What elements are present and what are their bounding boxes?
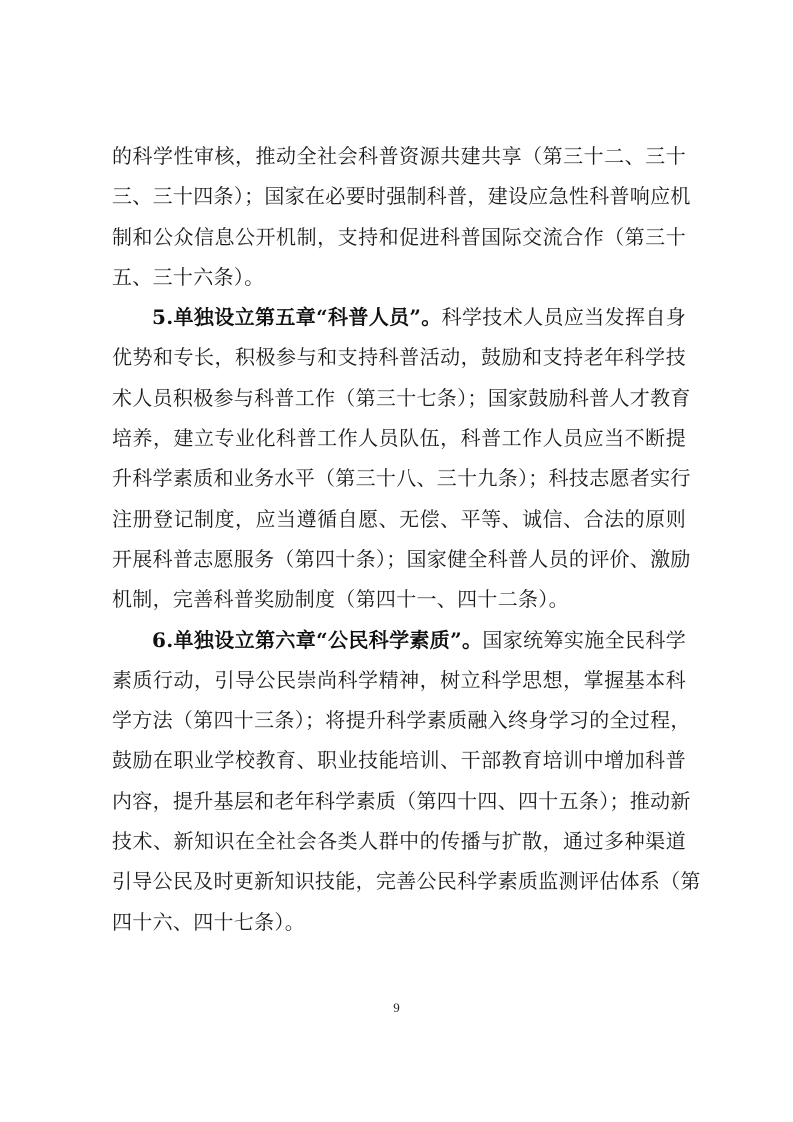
body-text	[112, 136, 701, 942]
text-line: 优势和专长，积极参与和支持科普活动，鼓励和支持老年科学技	[112, 345, 686, 370]
text-run: 科学技术人员应当发挥自身	[441, 305, 686, 330]
text-run: 国家统筹实施全民科学	[482, 627, 686, 652]
text-line: 内容，提升基层和老年科学素质（第四十四、四十五条）；推动新	[112, 788, 691, 813]
text-line: 术人员积极参与科普工作（第三十七条）；国家鼓励科普人才教育	[112, 385, 691, 410]
paragraph-chapter5	[112, 297, 691, 619]
text-line: 制和公众信息公开机制，支持和促进科普国际交流合作（第三十	[112, 224, 686, 249]
text-line	[112, 297, 686, 337]
text-line: 的科学性审核，推动全社会科普资源共建共享（第三十二、三十	[112, 144, 686, 168]
text-line: 技术、新知识在全社会各类人群中的传播与扩散，通过多种渠道	[112, 829, 686, 854]
paragraph-chapter6	[112, 620, 701, 942]
text-line: 五、三十六条）。	[112, 264, 265, 289]
text-line: 升科学素质和业务水平（第三十八、三十九条）；科技志愿者实行	[112, 466, 691, 491]
paragraph-continued	[112, 136, 691, 297]
text-line: 学方法（第四十三条）；将提升科学素质融入终身学习的全过程，	[112, 708, 691, 733]
text-line: 培养，建立专业化科普工作人员队伍，科普工作人员应当不断提	[112, 426, 686, 451]
text-line: 四十六、四十七条）。	[112, 909, 305, 934]
text-line: 机制，完善科普奖励制度（第四十一、四十二条）。	[112, 587, 569, 612]
text-line: 开展科普志愿服务（第四十条）；国家健全科普人员的评价、激励	[112, 546, 691, 571]
text-line: 鼓励在职业学校教育、职业技能培训、干部教育培训中增加科普	[112, 748, 686, 773]
text-line: 注册登记制度，应当遵循自愿、无偿、平等、诚信、合法的原则	[112, 506, 686, 531]
text-line: 三、三十四条）；国家在必要时强制科普，建设应急性科普响应机	[112, 184, 691, 209]
text-line: 引导公民及时更新知识技能，完善公民科学素质监测评估体系（第	[112, 869, 701, 894]
text-line	[112, 620, 686, 660]
paragraph-heading: 5.单独设立第五章“科普人员”。	[152, 305, 442, 330]
paragraph-heading: 6.单独设立第六章“公民科学素质”。	[152, 627, 483, 652]
text-line: 素质行动，引导公民崇尚科学精神，树立科学思想，掌握基本科	[112, 667, 686, 692]
page-number: 9	[393, 1000, 400, 1015]
